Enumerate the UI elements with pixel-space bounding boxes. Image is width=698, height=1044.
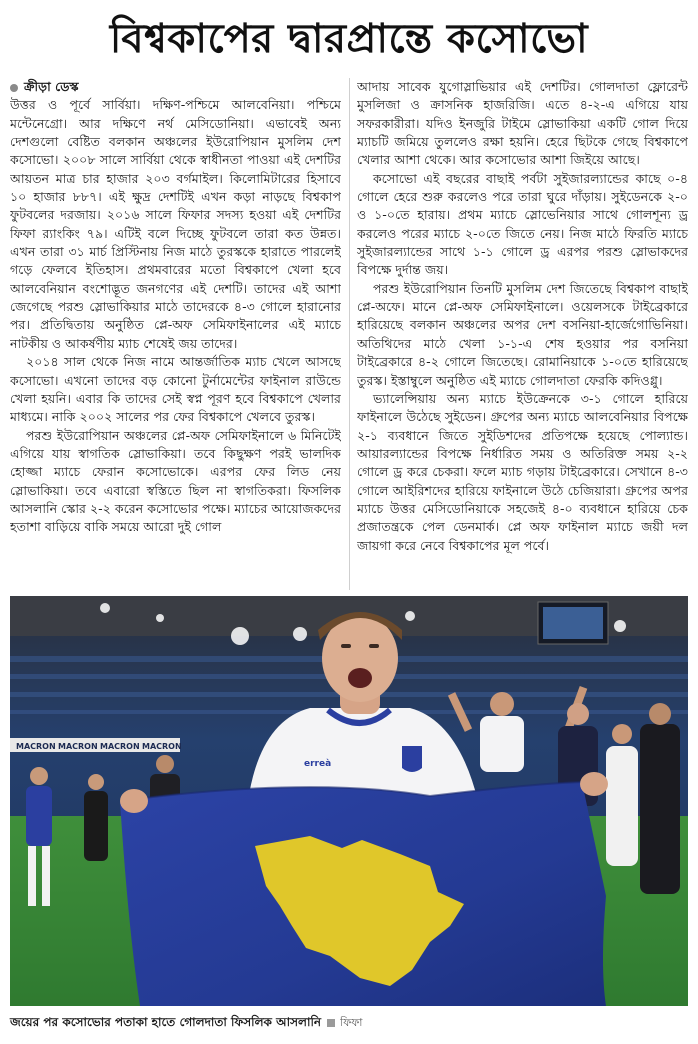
news-photo bbox=[10, 596, 688, 1006]
ad-board-text: MACRON bbox=[16, 742, 56, 751]
caption-text: জয়ের পর কসোভোর পতাকা হাতে গোলদাতা ফিসলিক আসলানি bbox=[10, 1015, 322, 1029]
article-paragraph bbox=[10, 78, 341, 353]
article-column-left bbox=[10, 78, 341, 590]
article-body bbox=[10, 78, 690, 590]
big-screen-display bbox=[543, 607, 603, 639]
byline-text: ক্রীড়া ডেস্ক bbox=[24, 79, 79, 94]
left-hand bbox=[120, 789, 148, 813]
crest-icon bbox=[402, 746, 422, 772]
bullet-icon bbox=[10, 84, 18, 92]
kosovo-flag bbox=[120, 782, 606, 1006]
article-paragraph: পরশু ইউরোপিয়ান অঞ্চলের প্লে-অফ সেমিফাইনালে ৬ মিনিটেই এগিয়ে যায় স্বাগতিক স্লোভাকিয়া। তবে কিছুক্ষণ পরই ভালদিক হোজ্জা ম্যাচে ফেরান কসোভোকে। এরপর ফের লিড নেয় স্লোভাকিয়া। তবে এবারো স্বস্তিতে ছিল না স্বাগতিকরা। ফিসলিক আসলানি স্কোর ২-২ করেন কসোভোর পক্ষে। ম্যাচের আয়োজকদের হতাশা বাড়িয়ে বাকি সময়ে আরো দুই গোল bbox=[10, 427, 341, 535]
byline bbox=[10, 78, 341, 96]
ad-board-text: MACRON bbox=[100, 742, 140, 751]
article-paragraph: ভ্যালেন্সিয়ায় অন্য ম্যাচে ইউক্রেনকে ৩-১ গোলে হারিয়ে ফাইনালে উঠেছে সুইডেন। গ্রুপের অন্য ম্যাচে আলবেনিয়ার বিপক্ষে ২-১ ব্যবধানে জিতে সুইডিশদের প্রতিপক্ষে হয়েছে পোল্যান্ড। আয়ারল্যান্ডের বিপক্ষে নির্ধারিত সময় ও অতিরিক্ত সময় ২-২ গোলে ড্র করে চেকরা। ফলে ম্যাচ গড়ায় টাইব্রেকারে। সেখানে ৪-৩ গোলে আইরিশদের হারিয়ে ফাইনালে উঠে চেজিয়ারা। গ্রুপের অপর ম্যাচে উত্তর মেসিডোনিয়াকে সহজেই ৪-০ ব্যবধানে হারিয়ে চেক প্রজাতন্ত্রকে পেল ডেনমার্ক। প্লে অফ ফাইনাল ম্যাচে জয়ী দল জায়গা করে নেবে বিশ্বকাপের মূল পর্বে। bbox=[357, 390, 688, 553]
right-hand bbox=[580, 772, 608, 796]
photo-illustration bbox=[10, 596, 688, 1006]
caption-separator-icon bbox=[327, 1019, 335, 1027]
article-paragraph: আদায় সাবেক যুগোস্লাভিয়ার এই দেশটির। গোলদাতা ফ্লোরেন্ট মুসলিজা ও ক্রাসনিক হাজরিজি। এতে ৪-২-এ এগিয়ে যায় সফরকারীরা। যদিও ইনজুরি টাইমে স্লোভাকিয়া একটি গোল দিয়ে ম্যাচটি জমিয়ে তুললেও রক্ষা হয়নি। হেরে ছিটকে গেছে বিশ্বকাপে খেলার আশা থেকে। আর কসোভোর আশা জিইয়ে আছে। bbox=[357, 79, 688, 168]
photo-credit: ফিফা bbox=[340, 1016, 363, 1029]
shirt-brand: erreà bbox=[304, 759, 332, 769]
article-paragraph: কসোভো এই বছরের বাছাই পর্বটা সুইজারল্যান্ডের কাছে ০-৪ গোলে হেরে শুরু করলেও পরে তারা ঘুরে দাঁড়ায়। সুইডেনকে ২-০ ও ১-০তে হারায়। প্রথম ম্যাচে স্লোভেনিয়ার সাথে গোলশূন্য ড্র করলেও পরের ম্যাচে ২-০তে জিতে নেয়। নিজ মাঠে ফিরতি ম্যাচে সুইজারল্যান্ডের সাথে ১-১ গোলে ড্র এরপর পরশু স্লোভাকদের বিপক্ষে দুর্দান্ত জয়। bbox=[357, 170, 688, 278]
page-headline: বিশ্বকাপের দ্বারপ্রান্তে কসোভো bbox=[109, 16, 589, 62]
article-paragraph: ২০১৪ সাল থেকে নিজ নামে আন্তর্জাতিক ম্যাচ খেলে আসছে কসোভো। এখনো তাদের বড় কোনো টুর্নামেন্টের ফাইনাল রাউন্ডে খেলা হয়নি। এবার কি তাদের সেই স্বপ্ন পূরণ হবে বিশ্বকাপে খেলার মাধ্যমে। নাকি ২০০২ সালের পর ফের বিশ্বকাপে খেলবে তুরস্ক। bbox=[10, 354, 341, 425]
photo-caption bbox=[10, 1010, 688, 1034]
article-paragraph: পরশু ইউরোপিয়ান তিনটি মুসলিম দেশ জিতেছে বিশ্বকাপ বাছাই প্লে-অফে। মানে প্লে-অফ সেমিফাইনালে। ওয়েলসকে টাইব্রেকারে হারিয়েছে বলকান অঞ্চলের অপর দেশ বসনিয়া-হার্জেগোভিনিয়া। অতিথিদের মাঠে খেলা ১-১-এ শেষ হওয়ার পর বসনিয়া টাইব্রেকারে ৪-২ গোলে জিতেছে। রোমানিয়াকে ১-০তে হারিয়েছে তুরস্ক। ইস্তাম্বুলে অনুষ্ঠিত এই ম্যাচে গোলদাতা ফেরকি কদিওগ্লু। bbox=[357, 280, 688, 388]
ad-board-text: MACRON bbox=[58, 742, 98, 751]
ad-board-text: MACRON bbox=[142, 742, 182, 751]
column-divider bbox=[349, 78, 350, 590]
article-column-right bbox=[357, 78, 688, 590]
paragraph-text: উত্তর ও পূর্বে সার্বিয়া। দক্ষিণ-পশ্চিমে আলবেনিয়া। পশ্চিমে মন্টেনেগ্রো। আর দক্ষিণে নর্থ মেসিডোনিয়া। এভাবেই অন্য দেশগুলো বেষ্টিত বলকান অঞ্চলের ইউরোপিয়ান মুসলিম দেশ কসোভো। ২০০৮ সালে সার্বিয়া থেকে স্বাধীনতা পাওয়া এই দেশটির আয়তন মাত্র চার হাজার ২০৩ বর্গমাইল। কিলোমিটারের হিসাবে ১০ হাজার ৮৮৭। এই ক্ষুদ্র দেশটিই এখন কড়া নাড়ছে বিশ্বকাপ ফুটবলের দরজায়। ২০১৬ সালে ফিফার সদস্য হওয়া এই দেশটির ফিফা র‍্যাংকিং ৭৯। এটিই বলে দিচ্ছে ফুটবলে তারা কত উন্নত। এখন তারা ৩১ মার্চ প্রিস্টিনায় নিজ মাঠে তুরস্ককে হারাতে পারলেই গড়ে ফেলবে ইতিহাস। প্রথমবারের মতো বিশ্বকাপে খেলা হবে আলবেনিয়ান বংশোদ্ভূত জনগণের এই দেশটি। তাদের এই আশা জেগেছে পরশু স্লোভাকিয়ার মাঠে তাদেরকে ৪-৩ গোলে হারানোর পর। প্রতিদ্বিতায় অনুষ্ঠিত প্লে-অফ সেমিফাইনালের এই ম্যাচে নাটকীয় ও আকর্ষণীয় ম্যাচ শেষেই জয় তাদের। bbox=[10, 97, 341, 351]
